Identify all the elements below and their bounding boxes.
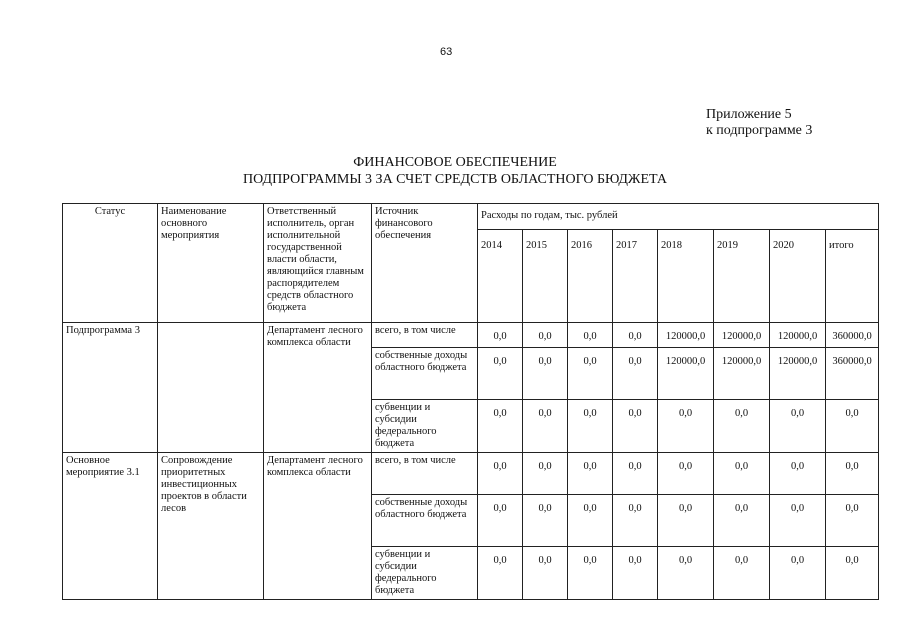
value-cell: 0,0: [770, 453, 826, 495]
row-executor: Департамент лесного комплекса области: [264, 453, 372, 600]
value-cell: 0,0: [523, 453, 568, 495]
header-year: 2014: [478, 230, 523, 323]
value-cell: 0,0: [826, 547, 879, 600]
value-cell: 120000,0: [714, 323, 770, 348]
value-cell: 0,0: [658, 495, 714, 547]
value-cell: 0,0: [770, 400, 826, 453]
value-cell: 0,0: [714, 453, 770, 495]
value-cell: 0,0: [523, 348, 568, 400]
value-cell: 0,0: [714, 400, 770, 453]
row-source: всего, в том числе: [372, 323, 478, 348]
header-year: 2020: [770, 230, 826, 323]
row-source: собственные доходы областного бюджета: [372, 495, 478, 547]
appendix-line-2: к подпрограмме 3: [706, 123, 813, 138]
header-status: Статус: [63, 204, 158, 323]
value-cell: 0,0: [568, 495, 613, 547]
value-cell: 0,0: [523, 495, 568, 547]
value-cell: 0,0: [613, 348, 658, 400]
page-number: 63: [440, 46, 453, 58]
value-cell: 0,0: [770, 495, 826, 547]
table-row: [63, 323, 879, 348]
value-cell: 120000,0: [770, 348, 826, 400]
value-cell: 0,0: [478, 495, 523, 547]
value-cell: 0,0: [613, 495, 658, 547]
value-cell: 0,0: [826, 453, 879, 495]
header-year: 2018: [658, 230, 714, 323]
value-cell: 0,0: [568, 547, 613, 600]
value-cell: 120000,0: [770, 323, 826, 348]
value-cell: 0,0: [714, 547, 770, 600]
row-source: субвенции и субсидии федерального бюджета: [372, 400, 478, 453]
value-cell: 0,0: [478, 348, 523, 400]
value-cell: 0,0: [658, 400, 714, 453]
header-year: 2015: [523, 230, 568, 323]
row-status: Основное мероприятие 3.1: [63, 453, 158, 600]
row-source: всего, в том числе: [372, 453, 478, 495]
value-cell: 0,0: [658, 453, 714, 495]
header-expenses: Расходы по годам, тыс. рублей: [478, 204, 879, 230]
value-cell: 0,0: [568, 348, 613, 400]
header-source: Источник финансового обеспечения: [372, 204, 478, 323]
header-total: итого: [826, 230, 879, 323]
value-cell: 0,0: [714, 495, 770, 547]
value-cell: 0,0: [613, 323, 658, 348]
value-cell: 0,0: [613, 400, 658, 453]
value-cell: 0,0: [478, 453, 523, 495]
row-name: [158, 323, 264, 453]
value-cell: 0,0: [523, 547, 568, 600]
value-cell: 0,0: [613, 453, 658, 495]
value-cell: 0,0: [613, 547, 658, 600]
value-cell: 0,0: [770, 547, 826, 600]
value-cell: 0,0: [478, 547, 523, 600]
value-cell: 0,0: [478, 400, 523, 453]
appendix-line-1: Приложение 5: [706, 107, 792, 122]
document-title: [140, 154, 770, 188]
header-year: 2019: [714, 230, 770, 323]
title-line-1: ФИНАНСОВОЕ ОБЕСПЕЧЕНИЕ: [353, 155, 557, 170]
appendix-note: [706, 107, 812, 139]
header-name: Наименование основного мероприятия: [158, 204, 264, 323]
value-cell: 120000,0: [658, 348, 714, 400]
value-cell: 0,0: [826, 400, 879, 453]
financing-table: [62, 203, 879, 600]
value-cell: 120000,0: [658, 323, 714, 348]
value-cell: 0,0: [568, 400, 613, 453]
title-line-2: ПОДПРОГРАММЫ 3 ЗА СЧЕТ СРЕДСТВ ОБЛАСТНОГО БЮДЖЕТА: [243, 172, 667, 187]
value-cell: 360000,0: [826, 348, 879, 400]
value-cell: 0,0: [523, 323, 568, 348]
row-executor: Департамент лесного комплекса области: [264, 323, 372, 453]
value-cell: 0,0: [523, 400, 568, 453]
value-cell: 0,0: [826, 495, 879, 547]
value-cell: 120000,0: [714, 348, 770, 400]
header-executor: Ответственный исполнитель, орган исполнительной государственной власти области, являющийся главным распорядителем средств областного бюджета: [264, 204, 372, 323]
header-year: 2017: [613, 230, 658, 323]
value-cell: 0,0: [568, 453, 613, 495]
value-cell: 0,0: [568, 323, 613, 348]
value-cell: 0,0: [658, 547, 714, 600]
row-source: собственные доходы областного бюджета: [372, 348, 478, 400]
row-status: Подпрограмма 3: [63, 323, 158, 453]
table-row: [63, 453, 879, 495]
row-name: Сопровождение приоритетных инвестиционных проектов в области лесов: [158, 453, 264, 600]
value-cell: 360000,0: [826, 323, 879, 348]
value-cell: 0,0: [478, 323, 523, 348]
header-year: 2016: [568, 230, 613, 323]
row-source: субвенции и субсидии федерального бюджета: [372, 547, 478, 600]
